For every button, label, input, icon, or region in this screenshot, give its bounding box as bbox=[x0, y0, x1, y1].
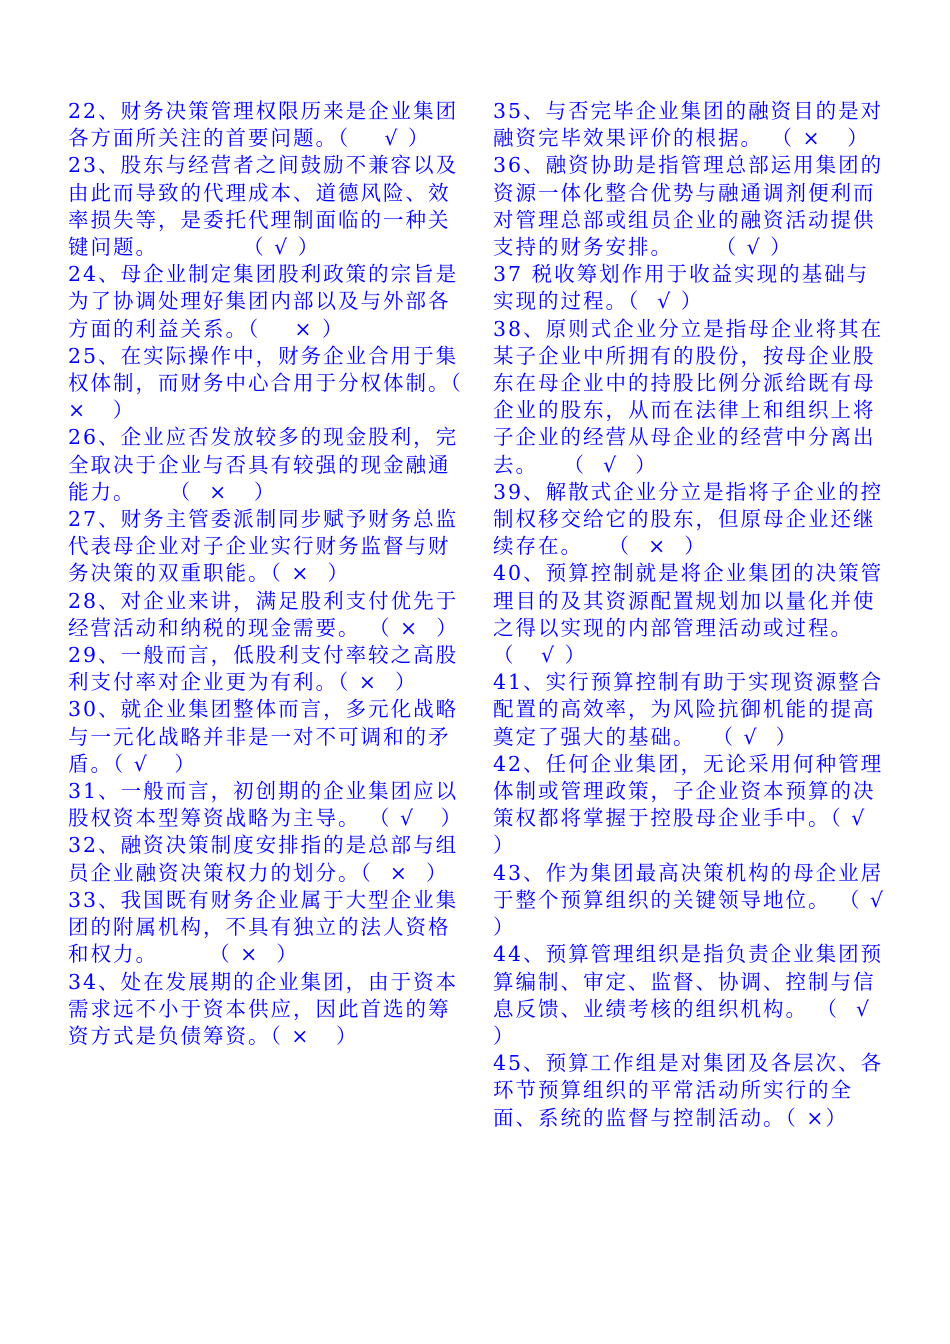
question-36: 36、融资协助是指管理总部运用集团的资源一体化整合优势与融通调剂便利而对管理总部或组员企业的融资活动提供支持的财务安排。 （ √ ） bbox=[493, 153, 884, 260]
question-34: 34、处在发展期的企业集团，由于资本需求远不小于资本供应，因此首选的筹资方式是负债筹资。（ × ） bbox=[68, 969, 459, 1048]
question-25: 25、在实际操作中，财务企业合用于集权体制，而财务中心合用于分权体制。（ × ） bbox=[68, 343, 472, 423]
left-column bbox=[68, 98, 472, 1050]
question-27: 27、财务主管委派制同步赋予财务总监代表母企业对子企业实行财务监督与财务决策的双重职能。（ × ） bbox=[68, 507, 459, 586]
question-28: 28、对企业来讲，满足股利支付优先于经营活动和纳税的现金需要。 （ × ） bbox=[68, 588, 459, 640]
question-39: 39、解散式企业分立是指将子企业的控制权移交给它的股东，但原母企业还继续存在。 （ × ） bbox=[493, 479, 884, 559]
question-23: 23、股东与经营者之间鼓励不兼容以及由此而导致的代理成本、道德风险、效率损失等，是委托代理制面临的一种关键问题。 （ √ ） bbox=[68, 153, 459, 260]
question-32: 32、融资决策制度安排指的是总部与组员企业融资决策权力的划分。（ × ） bbox=[68, 833, 459, 885]
question-29: 29、一般而言，低股利支付率较之高股利支付率对企业更为有利。（ × ） bbox=[68, 643, 459, 695]
question-40: 40、预算控制就是将企业集团的决策管理目的及其资源配置规划加以量化并使之得以实现的内部管理活动或过程。 （ √ ） bbox=[493, 561, 884, 668]
question-37: 37 税收筹划作用于收益实现的基础与实现的过程。（ √ ） bbox=[493, 262, 870, 314]
question-44: 44、预算管理组织是指负责企业集团预算编制、审定、监督、协调、控制与信息反馈、业绩考核的组织机构。 （ √ ） bbox=[493, 942, 884, 1048]
question-41: 41、实行预算控制有助于实现资源整合配置的高效率，为风险抗御机能的提高奠定了强大的基础。 （ √ ） bbox=[493, 670, 884, 749]
question-43: 43、作为集团最高决策机构的母企业居于整个预算组织的关键领导地位。 （ √ ） bbox=[493, 860, 903, 940]
question-45: 45、预算工作组是对集团及各层次、各环节预算组织的平常活动所实行的全面、系统的监督与控制活动。（ ×） bbox=[493, 1051, 884, 1130]
question-33: 33、我国既有财务企业属于大型企业集团的附属机构，不具有独立的法人资格和权力。 （ × ） bbox=[68, 887, 459, 967]
question-26: 26、企业应否发放较多的现金股利，完全取决于企业与否具有较强的现金融通能力。 （ × ） bbox=[68, 425, 459, 504]
question-38: 38、原则式企业分立是指母企业将其在某子企业中所拥有的股份，按母企业股东在母企业中的持股比例分派给既有母企业的股东，从而在法律上和组织上将子企业的经营从母企业的经营中分离出去。 （ √ ） bbox=[493, 316, 884, 477]
right-column bbox=[493, 98, 903, 1132]
question-22: 22、财务决策管理权限历来是企业集团各方面所关注的首要问题。（ √ ） bbox=[68, 99, 459, 151]
question-42: 42、任何企业集团，无论采用何种管理体制或管理政策，子企业资本预算的决策权都将掌握于控股母企业手中。（ √ ） bbox=[493, 751, 884, 858]
question-31: 31、一般而言，初创期的企业集团应以股权资本型筹资战略为主导。 （ √ ） bbox=[68, 779, 464, 831]
question-30: 30、就企业集团整体而言，多元化战略与一元化战略并非是一对不可调和的矛盾。（ √ ） bbox=[68, 697, 459, 776]
question-35: 35、与否完毕企业集团的融资目的是对融资完毕效果评价的根据。 （ × ） bbox=[493, 99, 884, 151]
question-24: 24、母企业制定集团股利政策的宗旨是为了协调处理好集团内部以及与外部各方面的利益关系。（ × ） bbox=[68, 262, 459, 341]
